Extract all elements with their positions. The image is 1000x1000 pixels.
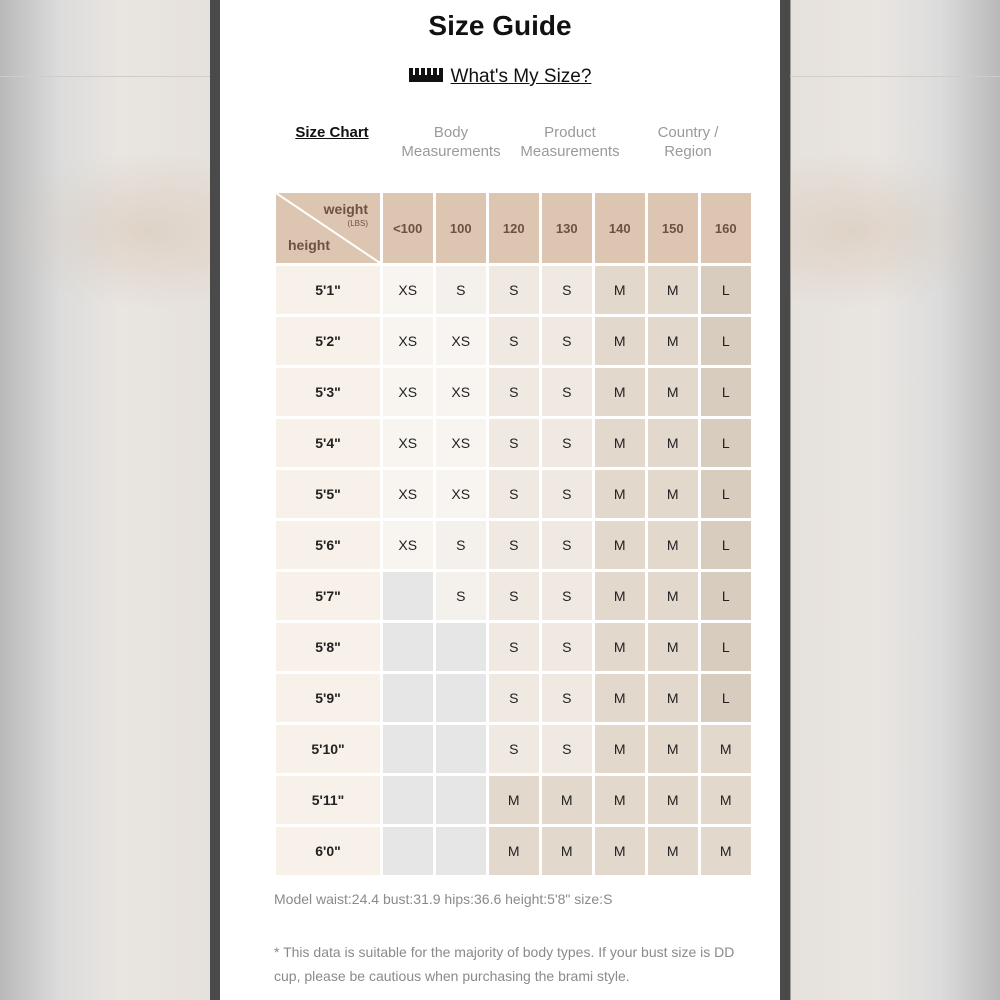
size-cell: M	[648, 368, 699, 417]
height-cell: 5'5"	[276, 470, 380, 519]
size-cell: S	[489, 266, 540, 315]
weight-header: 160	[701, 193, 752, 263]
size-cell: M	[595, 827, 646, 876]
size-cell: M	[595, 266, 646, 315]
size-cell	[436, 623, 487, 672]
size-cell	[383, 776, 434, 825]
size-cell: M	[648, 623, 699, 672]
tab-body-measurements[interactable]: Body Measurements	[401, 124, 501, 160]
whats-my-size-link[interactable]	[220, 66, 780, 88]
weight-label: weight	[323, 201, 368, 217]
size-cell: L	[701, 419, 752, 468]
tab-country-region[interactable]: Country / Region	[657, 124, 719, 160]
size-cell: M	[595, 317, 646, 366]
size-cell: S	[542, 368, 593, 417]
size-cell: S	[542, 674, 593, 723]
size-cell	[436, 674, 487, 723]
size-cell: S	[489, 623, 540, 672]
size-cell: M	[701, 725, 752, 774]
height-cell: 5'9"	[276, 674, 380, 723]
size-cell: S	[489, 317, 540, 366]
size-cell: M	[595, 776, 646, 825]
size-cell: S	[489, 674, 540, 723]
size-cell: S	[542, 521, 593, 570]
size-cell: M	[648, 572, 699, 621]
size-cell: M	[542, 776, 593, 825]
size-cell: M	[701, 776, 752, 825]
size-cell: L	[701, 674, 752, 723]
weight-header: <100	[383, 193, 434, 263]
height-cell: 5'2"	[276, 317, 380, 366]
size-cell: XS	[383, 521, 434, 570]
tab-size-chart[interactable]: Size Chart	[295, 124, 369, 141]
size-cell: M	[595, 725, 646, 774]
background-divider-right	[790, 76, 1000, 77]
size-cell: S	[542, 623, 593, 672]
size-cell: M	[648, 776, 699, 825]
background-blur-right	[790, 150, 1000, 310]
size-cell: XS	[383, 470, 434, 519]
size-cell: M	[648, 674, 699, 723]
page-title: Size Guide	[428, 10, 572, 41]
size-cell: M	[648, 470, 699, 519]
size-cell: S	[436, 521, 487, 570]
size-cell: L	[701, 266, 752, 315]
background-divider-left	[0, 76, 210, 77]
size-cell: M	[595, 521, 646, 570]
size-cell: M	[542, 827, 593, 876]
weight-header: 150	[648, 193, 699, 263]
size-cell	[383, 572, 434, 621]
size-cell: XS	[383, 317, 434, 366]
weight-header: 140	[595, 193, 646, 263]
height-cell: 5'10"	[276, 725, 380, 774]
size-cell: M	[595, 572, 646, 621]
height-label: height	[288, 237, 330, 253]
height-cell: 5'8"	[276, 623, 380, 672]
size-cell: XS	[436, 419, 487, 468]
height-cell: 5'3"	[276, 368, 380, 417]
size-cell: S	[542, 470, 593, 519]
size-cell: M	[595, 368, 646, 417]
size-guide-panel	[210, 0, 790, 1000]
size-cell: S	[542, 317, 593, 366]
size-cell: XS	[383, 419, 434, 468]
disclaimer-note: * This data is suitable for the majority of body types. If your bust size is DD cup, please be cautious when purchasing the brami style.	[274, 944, 735, 984]
size-cell: M	[648, 827, 699, 876]
size-cell: M	[648, 521, 699, 570]
size-cell: XS	[436, 368, 487, 417]
size-cell: M	[489, 776, 540, 825]
size-cell: M	[595, 419, 646, 468]
size-cell: S	[489, 470, 540, 519]
weight-unit: (LBS)	[347, 219, 368, 228]
size-cell: S	[489, 368, 540, 417]
size-cell	[436, 725, 487, 774]
weight-header: 100	[436, 193, 487, 263]
size-cell: S	[542, 725, 593, 774]
weight-header: 130	[542, 193, 593, 263]
size-cell: S	[542, 572, 593, 621]
size-cell: XS	[436, 317, 487, 366]
ruler-icon	[409, 68, 443, 82]
size-cell: S	[489, 419, 540, 468]
size-cell: S	[489, 572, 540, 621]
size-cell: L	[701, 368, 752, 417]
size-cell: M	[595, 674, 646, 723]
background-blur-left	[0, 150, 210, 310]
size-cell: S	[489, 725, 540, 774]
size-cell: M	[648, 725, 699, 774]
height-cell: 5'6"	[276, 521, 380, 570]
size-cell: L	[701, 623, 752, 672]
size-cell: XS	[436, 470, 487, 519]
size-cell: M	[701, 827, 752, 876]
size-cell: XS	[383, 266, 434, 315]
size-cell: M	[648, 266, 699, 315]
size-cell: XS	[383, 368, 434, 417]
size-cell: S	[436, 572, 487, 621]
size-cell: M	[648, 317, 699, 366]
size-cell	[383, 827, 434, 876]
size-cell: S	[542, 419, 593, 468]
size-cell: S	[436, 266, 487, 315]
height-cell: 5'7"	[276, 572, 380, 621]
table-corner-header	[276, 193, 380, 263]
size-cell: L	[701, 521, 752, 570]
size-cell: L	[701, 470, 752, 519]
weight-header: 120	[489, 193, 540, 263]
size-cell: L	[701, 572, 752, 621]
size-cell	[383, 674, 434, 723]
tab-product-measurements[interactable]: Product Measurements	[520, 124, 620, 160]
size-cell: M	[489, 827, 540, 876]
height-cell: 6'0"	[276, 827, 380, 876]
size-guide-tabs	[220, 123, 780, 173]
size-cell: M	[595, 623, 646, 672]
height-cell: 5'4"	[276, 419, 380, 468]
size-cell: L	[701, 317, 752, 366]
height-cell: 5'1"	[276, 266, 380, 315]
size-cell	[436, 827, 487, 876]
height-cell: 5'11"	[276, 776, 380, 825]
size-cell	[436, 776, 487, 825]
size-cell: S	[489, 521, 540, 570]
model-info: Model waist:24.4 bust:31.9 hips:36.6 height:5'8" size:S	[274, 891, 613, 907]
size-cell: M	[648, 419, 699, 468]
whats-my-size-label[interactable]: What's My Size?	[450, 66, 592, 87]
size-cell: M	[595, 470, 646, 519]
size-cell: S	[542, 266, 593, 315]
size-cell	[383, 725, 434, 774]
size-cell	[383, 623, 434, 672]
